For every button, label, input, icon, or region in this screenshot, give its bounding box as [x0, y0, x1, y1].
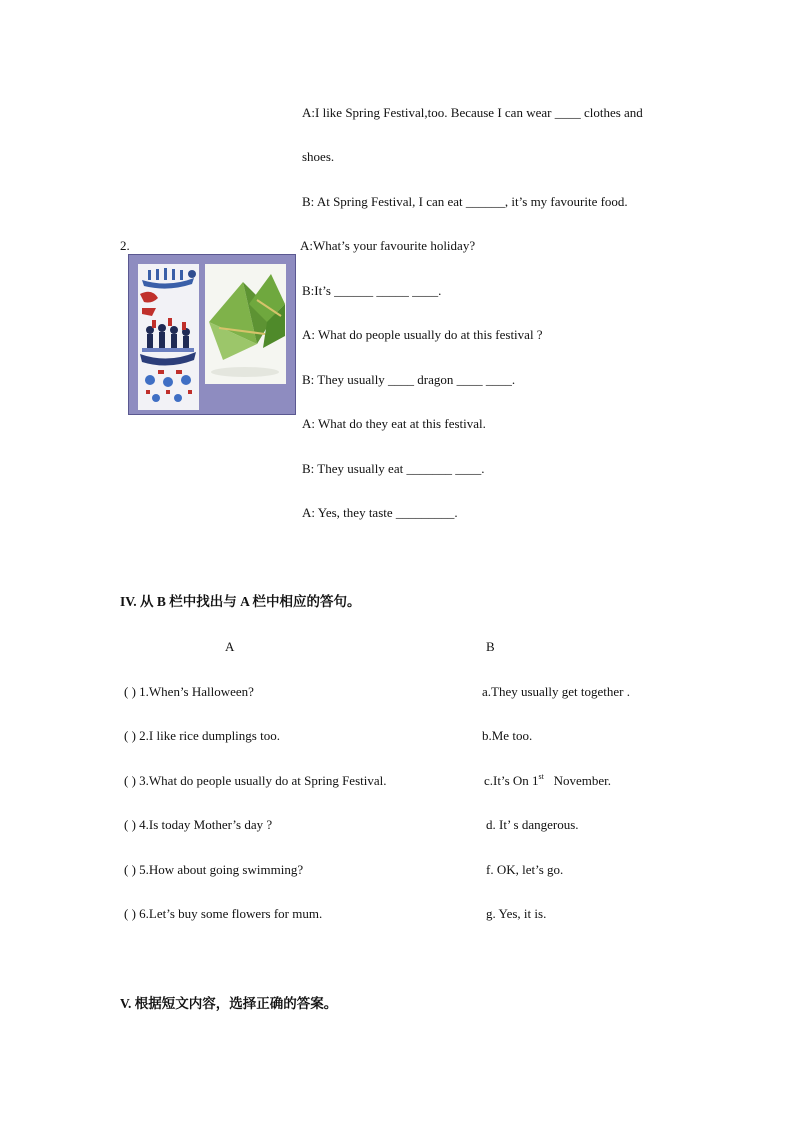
ordinal-suffix: st [538, 771, 544, 781]
zongzi-icon [205, 264, 286, 384]
match-question: ( ) 1.When’s Halloween? [124, 684, 254, 699]
match-question: ( ) 2.I like rice dumplings too. [124, 728, 280, 743]
dialogue-line: A: Yes, they taste _________. [302, 505, 458, 520]
match-answer [484, 773, 611, 789]
section-heading: IV. 从 B 栏中找出与 A 栏中相应的答句。 [120, 594, 361, 609]
answer-text: November. [543, 773, 612, 788]
dragon-boat-icon [138, 264, 199, 410]
match-question: ( ) 6.Let’s buy some flowers for mum. [124, 906, 323, 921]
rice-dumpling-illustration [205, 264, 286, 384]
column-a-label: A [225, 639, 235, 654]
dialogue-line: B: They usually eat _______ ____. [302, 461, 485, 476]
dialogue-line: B: At Spring Festival, I can eat ______, it’s my favourite food. [302, 194, 628, 209]
match-answer: d. It’ s dangerous. [486, 817, 579, 832]
dragon-boat-illustration [138, 264, 199, 410]
match-question: ( ) 5.How about going swimming? [124, 862, 304, 877]
dialogue-line: A: What do people usually do at this festival ? [302, 327, 543, 342]
match-answer: g. Yes, it is. [486, 906, 547, 921]
dialogue-line: A:I like Spring Festival,too. Because I can wear ____ clothes and [302, 105, 643, 120]
dialogue-line: B:It’s ______ _____ ____. [302, 283, 442, 298]
section-heading: V. 根据短文内容，选择正确的答案。 [120, 996, 338, 1011]
match-answer: f. OK, let’s go. [486, 862, 564, 877]
match-answer: b.Me too. [482, 728, 533, 743]
question-number: 2. [120, 238, 130, 253]
match-question: ( ) 4.Is today Mother’s day ? [124, 817, 273, 832]
answer-text: c.It’s On 1 [484, 773, 539, 788]
festival-image [128, 254, 296, 415]
match-question: ( ) 3.What do people usually do at Spring Festival. [124, 773, 387, 788]
dialogue-line: B: They usually ____ dragon ____ ____. [302, 372, 516, 387]
dialogue-line: shoes. [302, 149, 335, 164]
column-b-label: B [486, 639, 495, 654]
dialogue-line: A:What’s your favourite holiday? [300, 238, 476, 253]
match-answer: a.They usually get together . [482, 684, 631, 699]
dialogue-line: A: What do they eat at this festival. [302, 416, 486, 431]
